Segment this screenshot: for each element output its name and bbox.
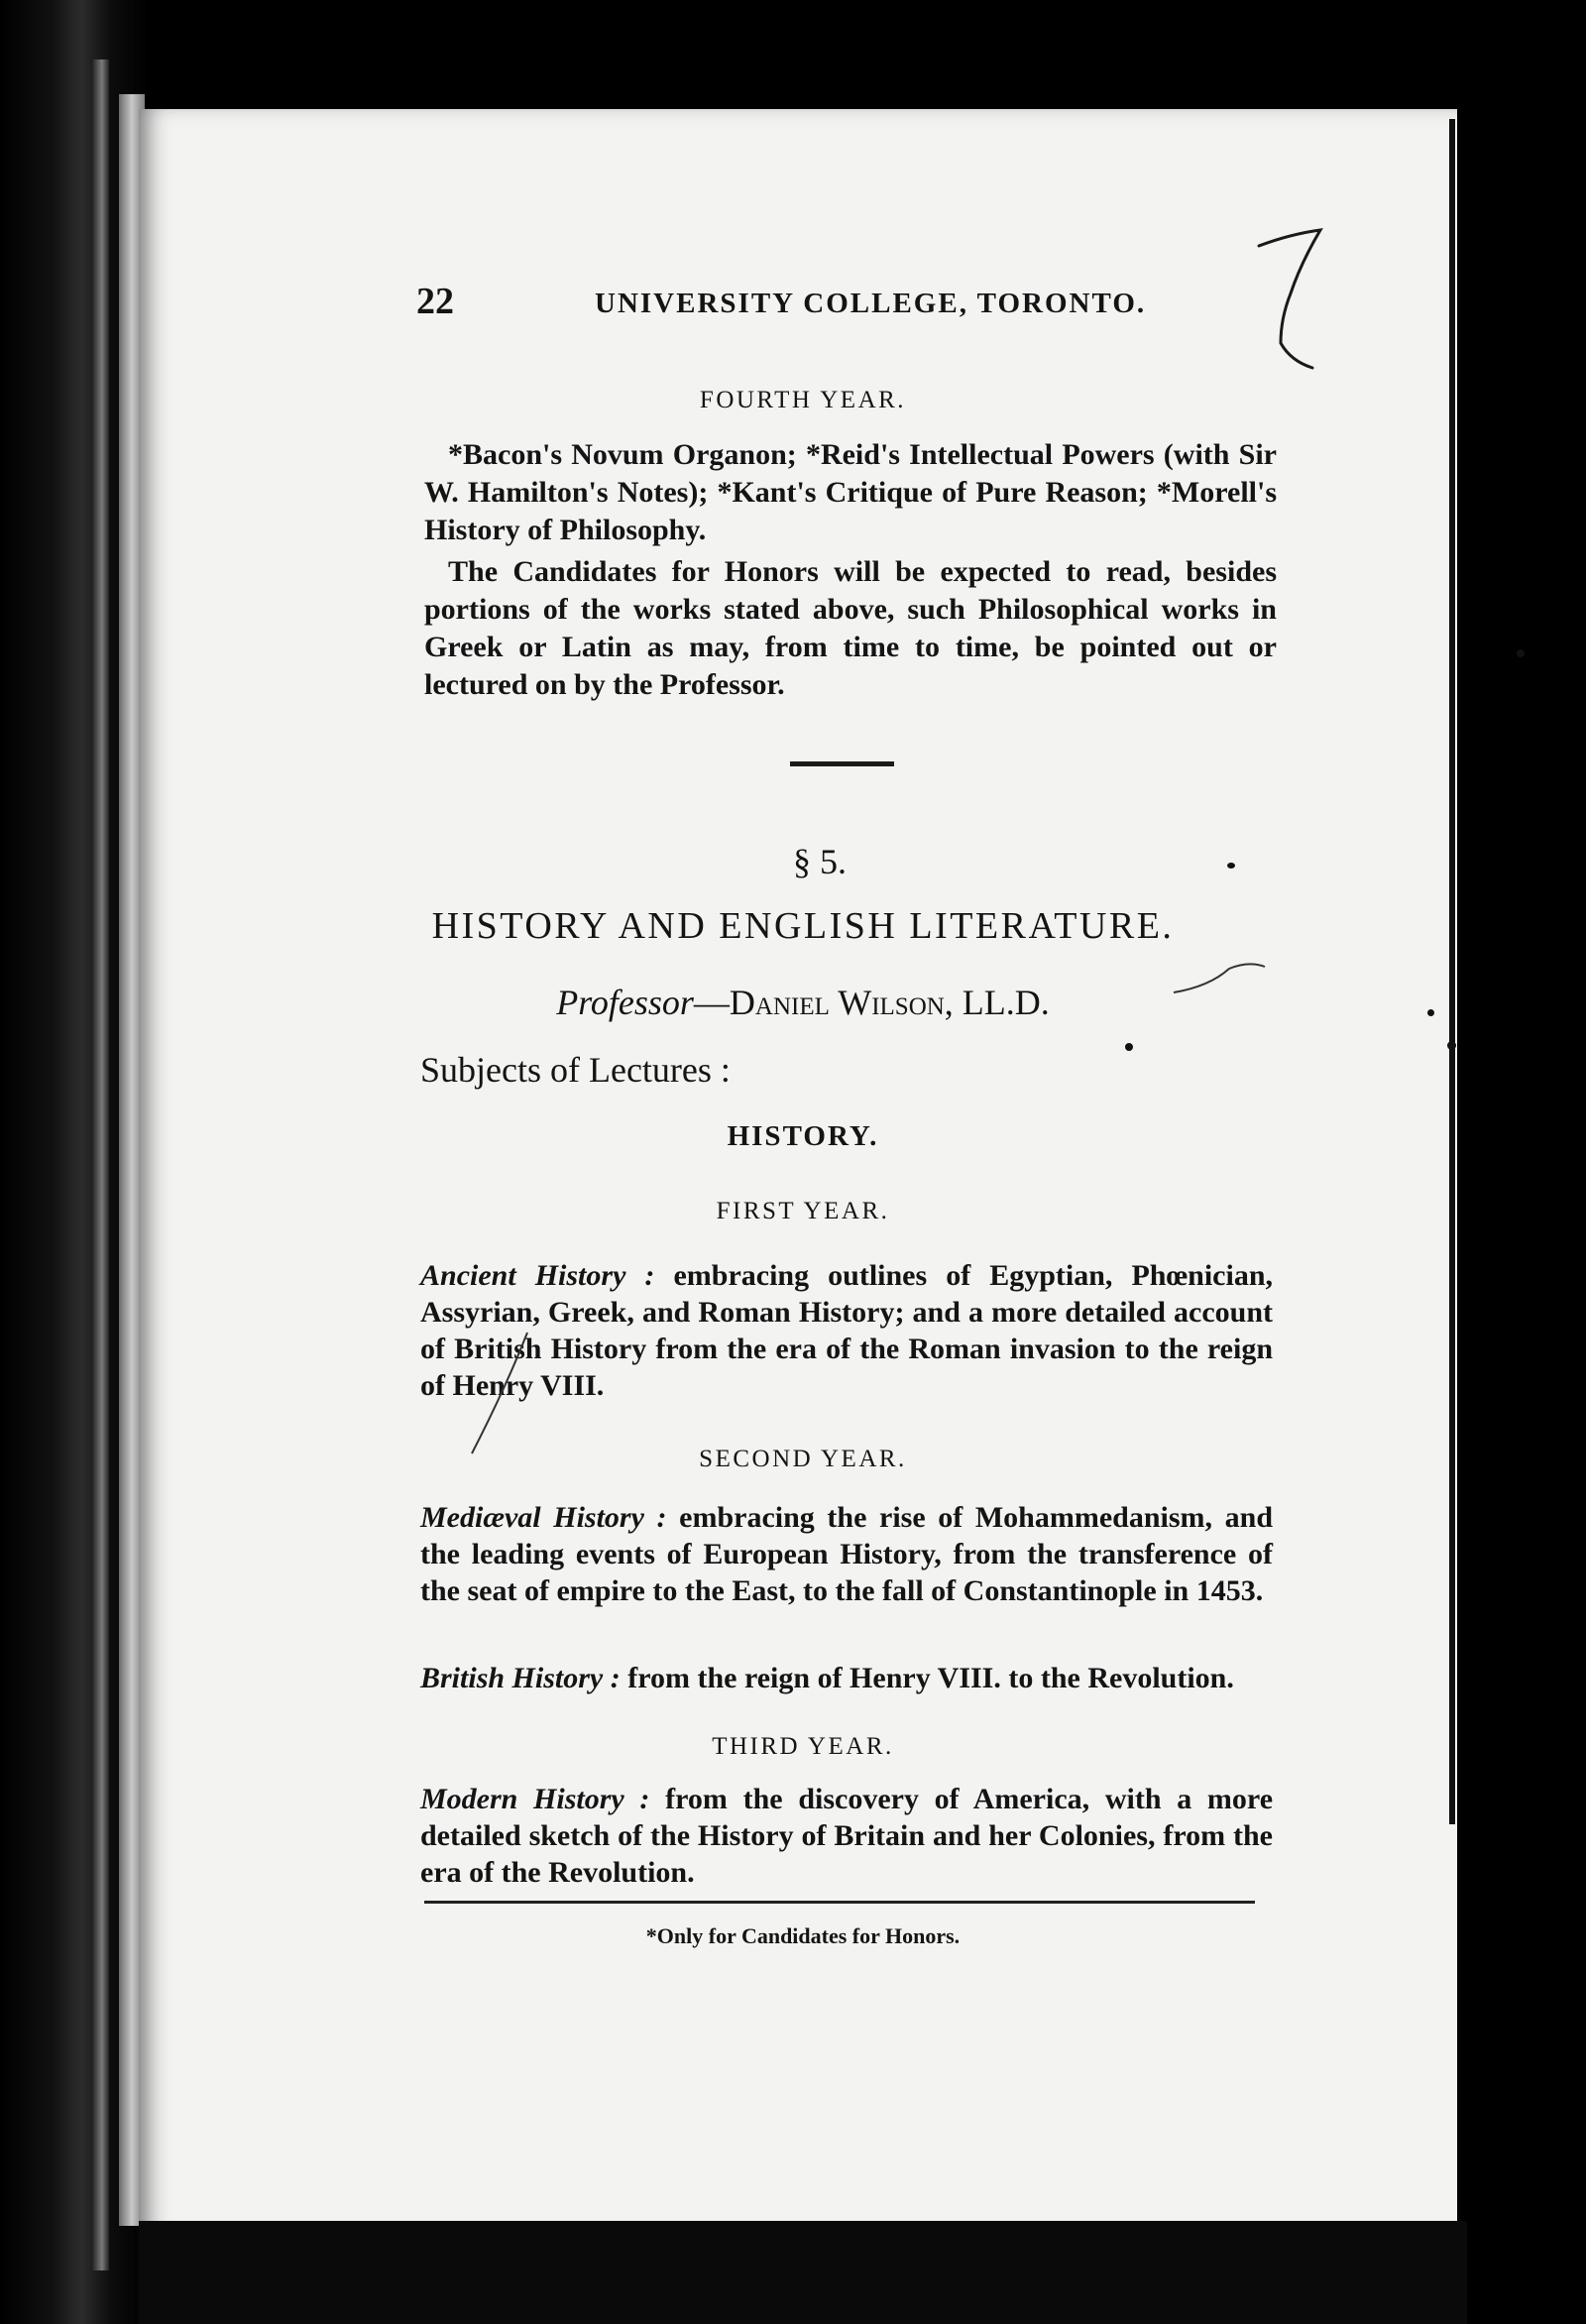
medieval-history-entry <box>420 1499 1273 1609</box>
professor-line <box>139 982 1467 1023</box>
page-number: 22 <box>416 281 454 322</box>
first-year-heading: FIRST YEAR. <box>716 1198 890 1224</box>
speck <box>1227 863 1235 869</box>
speck <box>1125 1043 1133 1051</box>
entry-text: embracing the rise of Mohammedanism, and the leading events of European History, from the transference of the seat of empire to the East, to the fall of Constantinople in 1453. <box>420 1501 1274 1607</box>
footnote: *Only for Candidates for Honors. <box>645 1923 961 1948</box>
professor-name: Daniel Wilson, LL.D. <box>729 983 1050 1022</box>
entry-text: embracing outlines of Egyptian, Phœnician, Assyrian, Greek, and Roman History; and a more detailed account of British History from the era of the Roman invasion to the reign of Henry VIII. <box>420 1259 1274 1402</box>
honors-note: The Candidates for Honors will be expected to read, besides portions of the works stated above, such Philosophical works in Greek or Latin as may, from time to time, be pointed out or lectured on by the Professor. <box>424 555 1277 701</box>
speck <box>1427 1009 1434 1016</box>
page-edge-outer <box>91 59 109 2270</box>
ancient-history-entry <box>420 1257 1273 1404</box>
entry-text: from the reign of Henry VIII. to the Revolution. <box>627 1662 1234 1694</box>
entry-label: British History : <box>420 1662 621 1694</box>
entry-label: Ancient History : <box>420 1259 655 1292</box>
subjects-label: Subjects of Lectures : <box>420 1050 731 1090</box>
entry-text: from the discovery of America, with a more detailed sketch of the History of Britain and her Colonies, from the era of the Revolution. <box>420 1783 1274 1889</box>
section-number: § 5. <box>793 842 847 881</box>
bottom-border <box>139 2221 1467 2324</box>
right-border <box>1457 99 1586 2324</box>
professor-label: Professor <box>556 983 694 1022</box>
history-subheading: HISTORY. <box>727 1120 879 1152</box>
running-title: UNIVERSITY COLLEGE, TORONTO. <box>595 288 1147 319</box>
second-year-heading: SECOND YEAR. <box>699 1446 907 1472</box>
right-edge-rule <box>1449 119 1455 1824</box>
section-divider <box>790 761 894 766</box>
entry-label: Mediæval History : <box>420 1501 667 1534</box>
speck <box>1517 649 1525 657</box>
speck <box>1447 1041 1456 1050</box>
fourth-year-heading: FOURTH YEAR. <box>699 387 907 413</box>
modern-history-entry <box>420 1781 1273 1891</box>
third-year-heading: THIRD YEAR. <box>712 1733 894 1760</box>
professor-dash: — <box>693 983 730 1022</box>
entry-label: Modern History : <box>420 1783 650 1815</box>
section-title: HISTORY AND ENGLISH LITERATURE. <box>431 905 1175 947</box>
fourth-year-reading-list: *Bacon's Novum Organon; *Reid's Intellectual Powers (with Sir W. Hamilton's Notes); *Kant's Critique of Pure Reason; *Morell's History of Philosophy. <box>424 438 1277 546</box>
handwritten-page-mark <box>1251 224 1330 373</box>
footnote-rule <box>424 1901 1255 1904</box>
british-history-entry <box>420 1660 1273 1696</box>
